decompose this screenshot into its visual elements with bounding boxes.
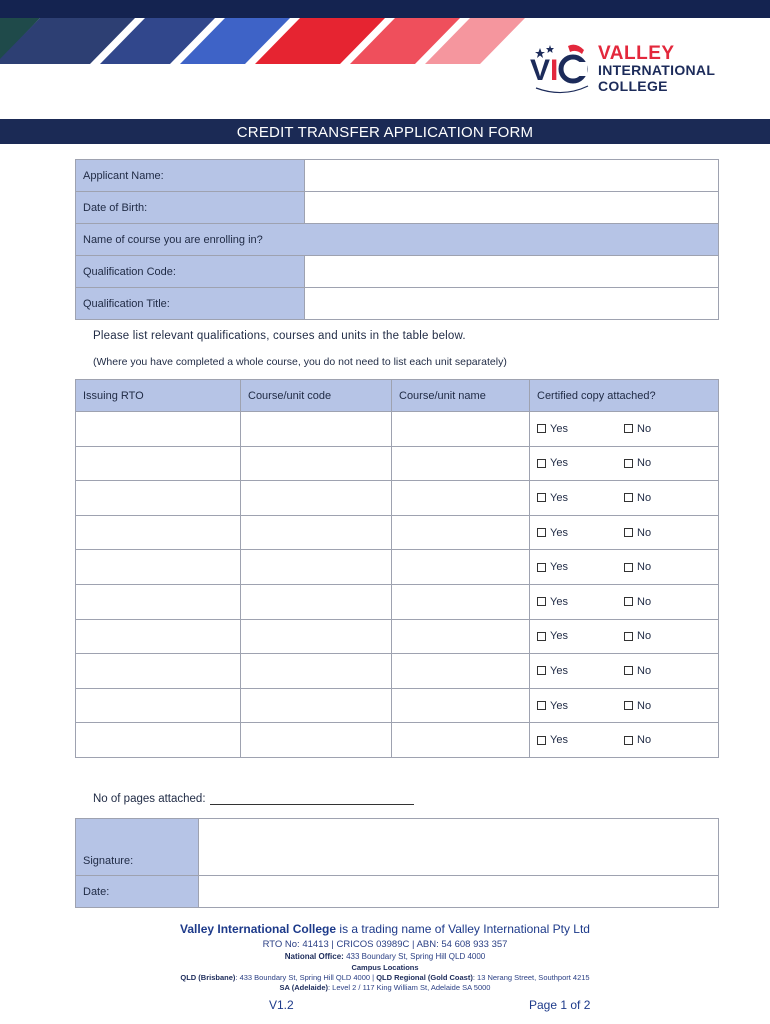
course-name-cell[interactable] bbox=[392, 619, 530, 654]
course-code-cell[interactable] bbox=[241, 481, 392, 516]
course-name-cell[interactable] bbox=[392, 654, 530, 689]
no-checkbox[interactable] bbox=[624, 666, 633, 675]
college-logo bbox=[528, 40, 738, 100]
national-office-label: National Office: bbox=[284, 952, 344, 961]
logo-line-international: INTERNATIONAL bbox=[598, 62, 716, 78]
yes-label: Yes bbox=[550, 561, 568, 574]
yes-no-options bbox=[537, 734, 711, 746]
no-checkbox[interactable] bbox=[624, 736, 633, 745]
yes-option[interactable] bbox=[537, 734, 624, 746]
footer-trading-name bbox=[0, 922, 770, 936]
certified-copy-cell bbox=[530, 584, 719, 619]
instruction-subtext: (Where you have completed a whole course, you do not need to list each unit separately) bbox=[93, 356, 507, 368]
yes-label: Yes bbox=[550, 630, 568, 643]
qld-brisbane-label: QLD (Brisbane) bbox=[180, 973, 236, 982]
svg-text:I: I bbox=[550, 54, 559, 87]
table-row bbox=[76, 515, 719, 550]
yes-option[interactable] bbox=[537, 527, 624, 539]
course-name-cell[interactable] bbox=[392, 515, 530, 550]
table-row bbox=[76, 619, 719, 654]
course-code-cell[interactable] bbox=[241, 654, 392, 689]
no-label: No bbox=[637, 526, 652, 539]
certified-copy-cell bbox=[530, 446, 719, 481]
yes-option[interactable] bbox=[537, 561, 624, 573]
signature-label: Signature: bbox=[76, 819, 199, 876]
certified-copy-cell bbox=[530, 619, 719, 654]
qld-regional-label: QLD Regional (Gold Coast) bbox=[376, 973, 473, 982]
yes-checkbox[interactable] bbox=[537, 528, 546, 537]
course-row bbox=[76, 224, 719, 256]
national-office-address: 433 Boundary St, Spring Hill QLD 4000 bbox=[343, 952, 486, 961]
course-code-cell[interactable] bbox=[241, 550, 392, 585]
yes-no-options bbox=[537, 665, 711, 677]
table-row bbox=[76, 723, 719, 758]
footer-campus-heading: Campus Locations bbox=[351, 963, 419, 972]
yes-checkbox[interactable] bbox=[537, 736, 546, 745]
certified-copy-cell bbox=[530, 412, 719, 447]
footer-qld-campuses bbox=[0, 973, 770, 982]
qual-title-row bbox=[76, 288, 719, 320]
certified-copy-cell bbox=[530, 654, 719, 689]
yes-no-options bbox=[537, 561, 711, 573]
yes-option[interactable] bbox=[537, 492, 624, 504]
no-label: No bbox=[637, 630, 652, 643]
yes-option[interactable] bbox=[537, 700, 624, 712]
no-option[interactable] bbox=[624, 700, 711, 712]
no-option[interactable] bbox=[624, 527, 711, 539]
no-checkbox[interactable] bbox=[624, 632, 633, 641]
course-name-cell[interactable] bbox=[392, 412, 530, 447]
date-field[interactable] bbox=[199, 876, 719, 908]
table-row bbox=[76, 412, 719, 447]
yes-option[interactable] bbox=[537, 630, 624, 642]
applicant-name-field[interactable] bbox=[305, 160, 719, 192]
logo-line-college: COLLEGE bbox=[598, 78, 668, 94]
page-footer bbox=[0, 922, 770, 992]
issuing-rto-cell[interactable] bbox=[76, 584, 241, 619]
signature-table bbox=[75, 818, 719, 908]
dob-label: Date of Birth: bbox=[76, 192, 305, 224]
footer-national-office bbox=[0, 952, 770, 961]
no-option[interactable] bbox=[624, 561, 711, 573]
course-code-cell[interactable] bbox=[241, 446, 392, 481]
issuing-rto-cell[interactable] bbox=[76, 481, 241, 516]
no-option[interactable] bbox=[624, 630, 711, 642]
course-name-cell[interactable] bbox=[392, 481, 530, 516]
yes-checkbox[interactable] bbox=[537, 493, 546, 502]
pages-attached-label: No of pages attached: bbox=[93, 793, 206, 805]
qld-regional-address: : 13 Nerang Street, Southport 4215 bbox=[472, 973, 590, 982]
date-label: Date: bbox=[76, 876, 199, 908]
qld-brisbane-address: : 433 Boundary St, Spring Hill QLD 4000 | bbox=[235, 973, 377, 982]
no-label: No bbox=[637, 457, 652, 470]
table-row bbox=[76, 446, 719, 481]
footer-sa-campus bbox=[0, 983, 770, 992]
dob-field[interactable] bbox=[305, 192, 719, 224]
pages-attached-field[interactable] bbox=[210, 793, 414, 805]
yes-no-options bbox=[537, 700, 711, 712]
yes-checkbox[interactable] bbox=[537, 597, 546, 606]
yes-label: Yes bbox=[550, 457, 568, 470]
sa-address: : Level 2 / 117 King William St, Adelaide SA 5000 bbox=[328, 983, 491, 992]
no-checkbox[interactable] bbox=[624, 528, 633, 537]
qualifications-table bbox=[75, 379, 719, 758]
course-question-label: Name of course you are enrolling in? bbox=[76, 224, 719, 256]
yes-option[interactable] bbox=[537, 423, 624, 435]
page-number: Page 1 of 2 bbox=[529, 998, 591, 1012]
course-code-cell[interactable] bbox=[241, 619, 392, 654]
college-wordmark bbox=[598, 43, 716, 94]
table-row bbox=[76, 654, 719, 689]
course-name-cell[interactable] bbox=[392, 723, 530, 758]
no-checkbox[interactable] bbox=[624, 459, 633, 468]
yes-label: Yes bbox=[550, 664, 568, 677]
yes-checkbox[interactable] bbox=[537, 701, 546, 710]
yes-checkbox[interactable] bbox=[537, 459, 546, 468]
qual-code-row bbox=[76, 256, 719, 288]
yes-checkbox[interactable] bbox=[537, 424, 546, 433]
yes-option[interactable] bbox=[537, 457, 624, 469]
yes-checkbox[interactable] bbox=[537, 666, 546, 675]
no-option[interactable] bbox=[624, 457, 711, 469]
header-issuing-rto: Issuing RTO bbox=[76, 380, 241, 412]
qualifications-body bbox=[76, 412, 719, 758]
header-certified-copy: Certified copy attached? bbox=[530, 380, 719, 412]
qual-code-label: Qualification Code: bbox=[76, 256, 305, 288]
no-option[interactable] bbox=[624, 423, 711, 435]
no-checkbox[interactable] bbox=[624, 597, 633, 606]
no-label: No bbox=[637, 664, 652, 677]
yes-no-options bbox=[537, 630, 711, 642]
course-name-cell[interactable] bbox=[392, 688, 530, 723]
no-label: No bbox=[637, 595, 652, 608]
table-row bbox=[76, 550, 719, 585]
no-option[interactable] bbox=[624, 596, 711, 608]
table-row bbox=[76, 481, 719, 516]
dob-row bbox=[76, 192, 719, 224]
issuing-rto-cell[interactable] bbox=[76, 619, 241, 654]
sa-label: SA (Adelaide) bbox=[279, 983, 328, 992]
qualifications-header-row bbox=[76, 380, 719, 412]
certified-copy-cell bbox=[530, 515, 719, 550]
course-name-cell[interactable] bbox=[392, 550, 530, 585]
yes-label: Yes bbox=[550, 734, 568, 747]
certified-copy-cell bbox=[530, 688, 719, 723]
no-checkbox[interactable] bbox=[624, 493, 633, 502]
course-code-cell[interactable] bbox=[241, 584, 392, 619]
instruction-text: Please list relevant qualifications, courses and units in the table below. bbox=[93, 330, 466, 342]
issuing-rto-cell[interactable] bbox=[76, 654, 241, 689]
applicant-name-row bbox=[76, 160, 719, 192]
no-label: No bbox=[637, 422, 652, 435]
issuing-rto-cell[interactable] bbox=[76, 515, 241, 550]
signature-row bbox=[76, 819, 719, 876]
yes-option[interactable] bbox=[537, 665, 624, 677]
svg-text:V: V bbox=[530, 54, 551, 87]
no-option[interactable] bbox=[624, 492, 711, 504]
no-checkbox[interactable] bbox=[624, 563, 633, 572]
course-code-cell[interactable] bbox=[241, 412, 392, 447]
yes-label: Yes bbox=[550, 526, 568, 539]
no-label: No bbox=[637, 491, 652, 504]
logo-line-valley: VALLEY bbox=[598, 43, 675, 64]
certified-copy-cell bbox=[530, 723, 719, 758]
no-option[interactable] bbox=[624, 665, 711, 677]
form-title: CREDIT TRANSFER APPLICATION FORM bbox=[236, 124, 534, 141]
pages-attached bbox=[93, 793, 414, 805]
footer-registration: RTO No: 41413 | CRICOS 03989C | ABN: 54 608 933 357 bbox=[262, 939, 508, 950]
yes-label: Yes bbox=[550, 699, 568, 712]
yes-label: Yes bbox=[550, 422, 568, 435]
qual-title-label: Qualification Title: bbox=[76, 288, 305, 320]
yes-label: Yes bbox=[550, 491, 568, 504]
course-name-cell[interactable] bbox=[392, 446, 530, 481]
issuing-rto-cell[interactable] bbox=[76, 446, 241, 481]
issuing-rto-cell[interactable] bbox=[76, 550, 241, 585]
table-row bbox=[76, 688, 719, 723]
course-code-cell[interactable] bbox=[241, 688, 392, 723]
table-row bbox=[76, 584, 719, 619]
signature-field[interactable] bbox=[199, 819, 719, 876]
qual-code-field[interactable] bbox=[305, 256, 719, 288]
document-version: V1.2 bbox=[269, 998, 294, 1012]
yes-label: Yes bbox=[550, 595, 568, 608]
certified-copy-cell bbox=[530, 481, 719, 516]
no-label: No bbox=[637, 561, 652, 574]
course-name-cell[interactable] bbox=[392, 584, 530, 619]
yes-checkbox[interactable] bbox=[537, 632, 546, 641]
applicant-name-label: Applicant Name: bbox=[76, 160, 305, 192]
no-label: No bbox=[637, 734, 652, 747]
no-label: No bbox=[637, 699, 652, 712]
no-checkbox[interactable] bbox=[624, 424, 633, 433]
yes-no-options bbox=[537, 527, 711, 539]
yes-no-options bbox=[537, 423, 711, 435]
qual-title-field[interactable] bbox=[305, 288, 719, 320]
applicant-details-table bbox=[75, 159, 719, 320]
yes-no-options bbox=[537, 596, 711, 608]
yes-option[interactable] bbox=[537, 596, 624, 608]
yes-no-options bbox=[537, 492, 711, 504]
header-course-name: Course/unit name bbox=[392, 380, 530, 412]
no-option[interactable] bbox=[624, 734, 711, 746]
yes-checkbox[interactable] bbox=[537, 563, 546, 572]
certified-copy-cell bbox=[530, 550, 719, 585]
footer-college-name: Valley International College bbox=[180, 922, 337, 936]
yes-no-options bbox=[537, 457, 711, 469]
issuing-rto-cell[interactable] bbox=[76, 412, 241, 447]
issuing-rto-cell[interactable] bbox=[76, 688, 241, 723]
form-title-bar bbox=[0, 119, 770, 144]
course-code-cell[interactable] bbox=[241, 515, 392, 550]
course-code-cell[interactable] bbox=[241, 723, 392, 758]
header-course-code: Course/unit code bbox=[241, 380, 392, 412]
issuing-rto-cell[interactable] bbox=[76, 723, 241, 758]
vic-emblem-icon bbox=[528, 40, 598, 100]
date-row bbox=[76, 876, 719, 908]
no-checkbox[interactable] bbox=[624, 701, 633, 710]
footer-trading-text: is a trading name of Valley International Pty Ltd bbox=[336, 922, 590, 936]
